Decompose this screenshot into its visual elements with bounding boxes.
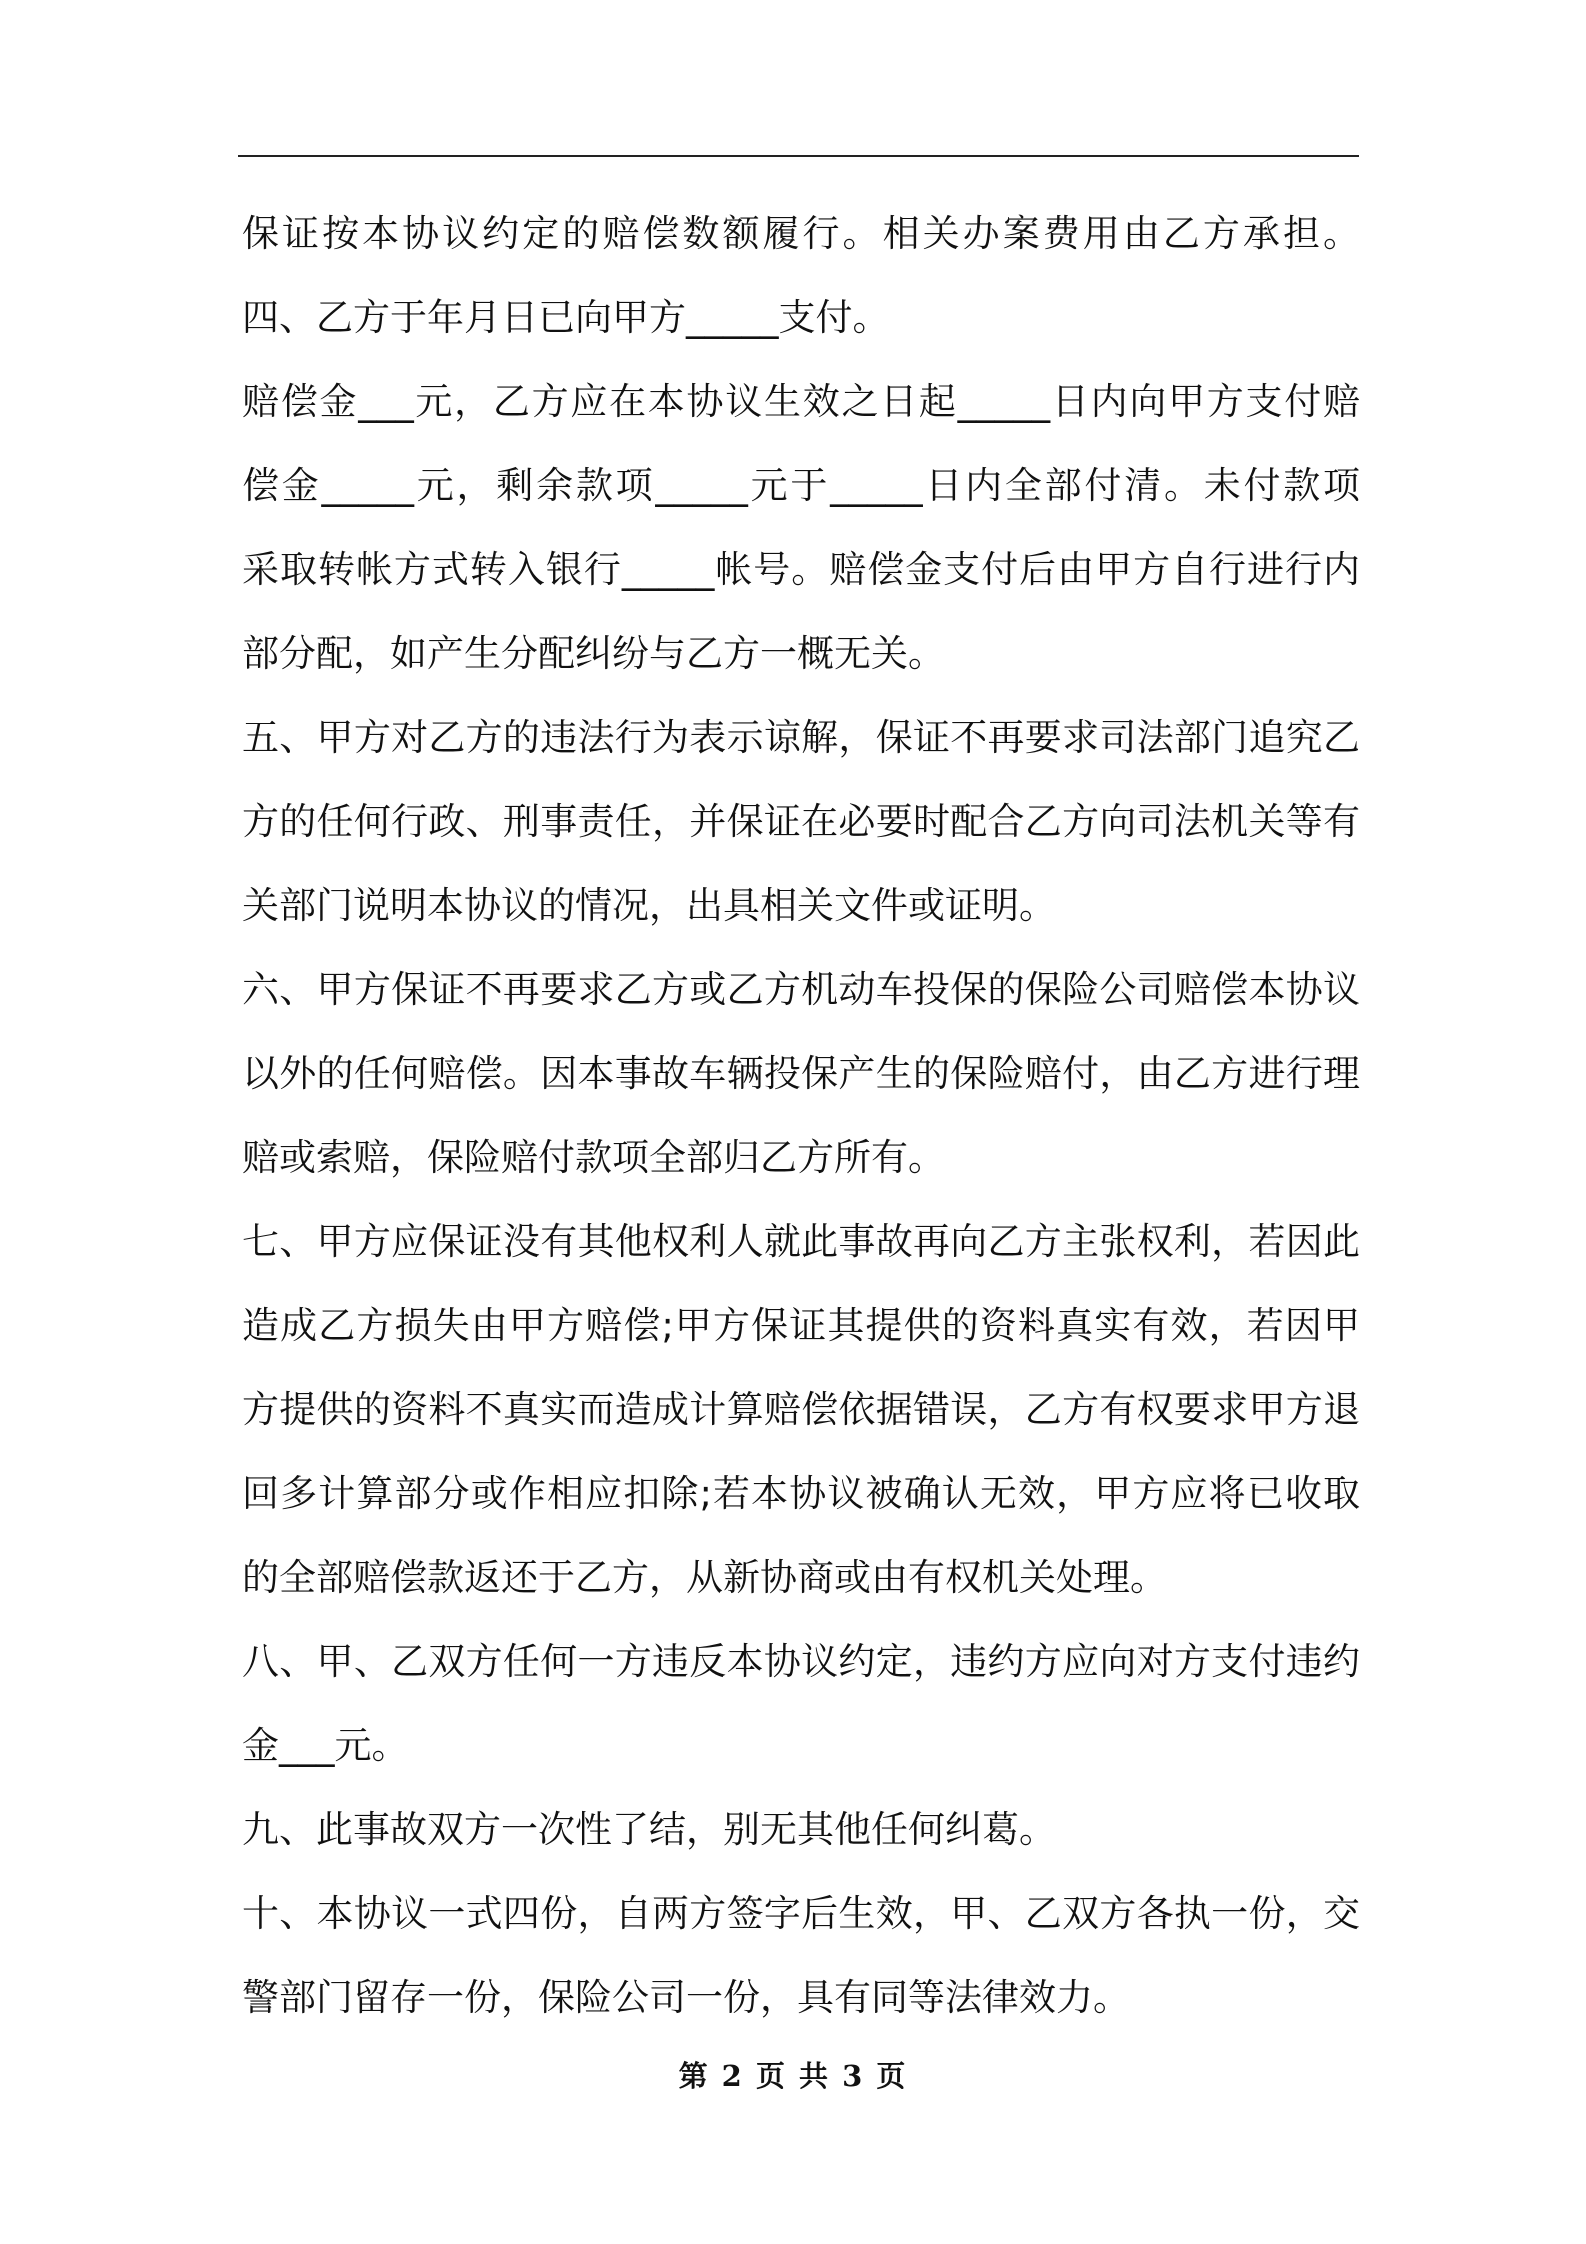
text-line: 七、甲方应保证没有其他权利人就此事故再向乙方主张权利，若因此 xyxy=(242,1220,1360,1263)
text-line: 关部门说明本协议的情况，出具相关文件或证明。 xyxy=(242,884,1056,927)
page-number-footer: 第 2 页 共 3 页 xyxy=(678,2059,908,2093)
text-line: 的全部赔偿款返还于乙方，从新协商或由有权机关处理。 xyxy=(242,1556,1167,1599)
text-line: 保证按本协议约定的赔偿数额履行。相关办案费用由乙方承担。 xyxy=(242,212,1360,255)
header-rule xyxy=(238,155,1359,157)
text-line: 回多计算部分或作相应扣除;若本协议被确认无效，甲方应将已收取 xyxy=(242,1472,1360,1515)
document-body xyxy=(242,192,1360,2040)
text-line: 九、此事故双方一次性了结，别无其他任何纠葛。 xyxy=(242,1808,1056,1851)
text-line: 方提供的资料不真实而造成计算赔偿依据错误，乙方有权要求甲方退 xyxy=(242,1388,1360,1431)
text-line: 六、甲方保证不再要求乙方或乙方机动车投保的保险公司赔偿本协议 xyxy=(242,968,1360,1011)
text-line: 造成乙方损失由甲方赔偿;甲方保证其提供的资料真实有效，若因甲 xyxy=(242,1304,1360,1347)
text-line: 偿金_____元，剩余款项_____元于_____日内全部付清。未付款项 xyxy=(242,464,1360,507)
text-line: 十、本协议一式四份，自两方签字后生效，甲、乙双方各执一份，交 xyxy=(242,1892,1360,1935)
text-line: 四、乙方于年月日已向甲方_____支付。 xyxy=(242,296,890,339)
text-line: 部分配，如产生分配纠纷与乙方一概无关。 xyxy=(242,632,945,675)
text-line: 方的任何行政、刑事责任，并保证在必要时配合乙方向司法机关等有 xyxy=(242,800,1360,843)
text-line: 赔偿金___元，乙方应在本协议生效之日起_____日内向甲方支付赔 xyxy=(242,380,1360,423)
text-line: 金___元。 xyxy=(242,1724,409,1767)
text-line: 采取转帐方式转入银行_____帐号。赔偿金支付后由甲方自行进行内 xyxy=(242,548,1360,591)
text-line: 八、甲、乙双方任何一方违反本协议约定，违约方应向对方支付违约 xyxy=(242,1640,1360,1683)
text-line: 以外的任何赔偿。因本事故车辆投保产生的保险赔付，由乙方进行理 xyxy=(242,1052,1360,1095)
text-line: 赔或索赔，保险赔付款项全部归乙方所有。 xyxy=(242,1136,945,1179)
text-line: 警部门留存一份，保险公司一份，具有同等法律效力。 xyxy=(242,1976,1130,2019)
text-line: 五、甲方对乙方的违法行为表示谅解，保证不再要求司法部门追究乙 xyxy=(242,716,1360,759)
